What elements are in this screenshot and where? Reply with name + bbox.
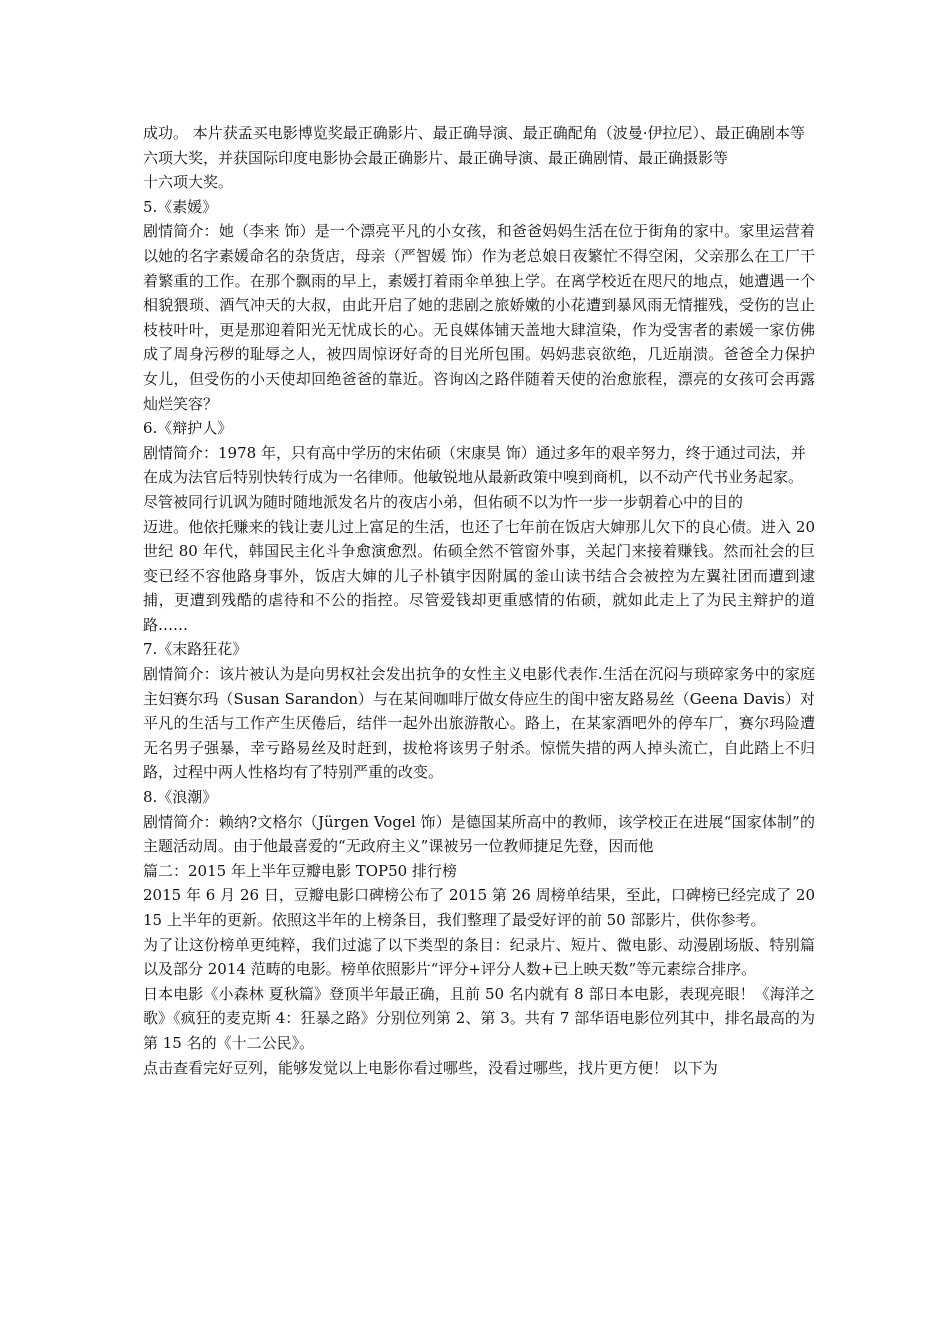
paragraph: 剧情简介：该片被认为是向男权社会发出抗争的女性主义电影代表作.生活在沉闷与琐碎家务中的家庭主妇赛尔玛（Susan Sarandon）与在某间咖啡厅做女侍应生的闺中密友路易丝（Geena Davis）对平凡的生活与工作产生厌倦后，结伴一起外出旅游散心。路上，在某家酒吧外的停车厂，赛尔玛险遭无名男子强暴，幸亏路易丝及时赶到，拔枪将该男子射杀。惊慌失措的两人掉头流亡，自此踏上不归路，过程中两人性格均有了特别严重的改变。 (143, 665, 815, 782)
paragraph: 为了让这份榜单更纯粹，我们过滤了以下类型的条目：纪录片、短片、微电影、动漫剧场版、特别篇以及部分 2014 范畴的电影。榜单依照影片“评分+评分人数+已上映天数”等元素综合排序。 (143, 935, 815, 979)
paragraph: 成功。 本片获孟买电影博览奖最正确影片、最正确导演、最正确配角（波曼·伊拉尼）、最正确剧本等六项大奖，并获国际印度电影协会最正确影片、最正确导演、最正确剧情、最正确摄影等 (143, 124, 806, 167)
paragraph: 十六项大奖。 (143, 173, 234, 192)
paragraph: 日本电影《小森林 夏秋篇》登顶半年最正确，且前 50 名内就有 8 部日本电影，表现亮眼！《海洋之歌》《疯狂的麦克斯 4：狂暴之路》分别位列第 2、第 3。共有 7 部华语电影位列其中，排名最高的为第 15 名的《十二公民》。 (143, 984, 815, 1052)
chapter-heading: 篇二：2015 年上半年豆瓣电影 TOP50 排行榜 (143, 861, 457, 880)
section-heading: 5.《素媛》 (143, 197, 218, 216)
paragraph: 剧情简介：1978 年，只有高中学历的宋佑硕（宋康昊 饰）通过多年的艰辛努力，终于通过司法，并在成为法官后特别快转行成为一名律师。他敏锐地从最新政策中嗅到商机，以不动产代书业务起家。尽管被同行讥讽为随时随地派发名片的夜店小弟，但佑硕不以为忤一步一步朝着心中的目的 (143, 443, 806, 511)
section-heading: 7.《末路狂花》 (143, 640, 248, 659)
section-heading: 8.《浪潮》 (143, 788, 218, 807)
paragraph: 剧情简介：赖纳?文格尔（Jürgen Vogel 饰）是德国某所高中的教师，该学校正在进展“国家体制”的主题活动周。由于他最喜爱的“无政府主义”课被另一位教师捷足先登，因而他 (143, 812, 815, 856)
paragraph: 2015 年 6 月 26 日，豆瓣电影口碑榜公布了 2015 第 26 周榜单结果，至此，口碑榜已经完成了 2015 上半年的更新。依照这半年的上榜条目，我们整理了最受好评的前 50 部影片，供你参考。 (143, 886, 815, 929)
document-body (143, 121, 815, 1080)
paragraph: 迈进。他依托赚来的钱让妻儿过上富足的生活，也还了七年前在饭店大婶那儿欠下的良心债。进入 20 世纪 80 年代，韩国民主化斗争愈演愈烈。佑硕全然不管窗外事，关起门来接着赚钱。然而社会的巨变已经不容他路身事外，饭店大婶的儿子朴镇宇因附属的釜山读书结合会被控为左翼社团而遭到逮捕，更遭到残酷的虐待和不公的指控。尽管爱钱却更重感情的佑硕，就如此走上了为民主辩护的道路…… (143, 517, 815, 634)
section-heading: 6.《辩护人》 (143, 419, 233, 438)
paragraph: 点击查看完好豆列，能够发觉以上电影你看过哪些，没看过哪些，找片更方便！ 以下为 (143, 1058, 718, 1077)
paragraph: 剧情简介：她（李来 饰）是一个漂亮平凡的小女孩，和爸爸妈妈生活在位于街角的家中。家里运营着以她的名字素媛命名的杂货店，母亲（严智媛 饰）作为老总娘日夜繁忙不得空闲，父亲那么在工厂干着繁重的工作。在那个飘雨的早上，素媛打着雨伞单独上学。在离学校近在咫尺的地点，她遭遇一个相貌猥琐、酒气冲天的大叔，由此开启了她的悲剧之旅娇嫩的小花遭到暴风雨无情摧残，受伤的岂止枝枝叶叶，更是那迎着阳光无忧成长的心。无良媒体铺天盖地大肆渲染，作为受害者的素媛一家仿佛成了周身污秽的耻辱之人，被四周惊讶好奇的目光所包围。妈妈悲哀欲绝，几近崩溃。爸爸全力保护女儿，但受伤的小天使却回绝爸爸的靠近。咨询凶之路伴随着天使的治愈旅程，漂亮的女孩可会再露灿烂笑容？ (143, 222, 815, 413)
